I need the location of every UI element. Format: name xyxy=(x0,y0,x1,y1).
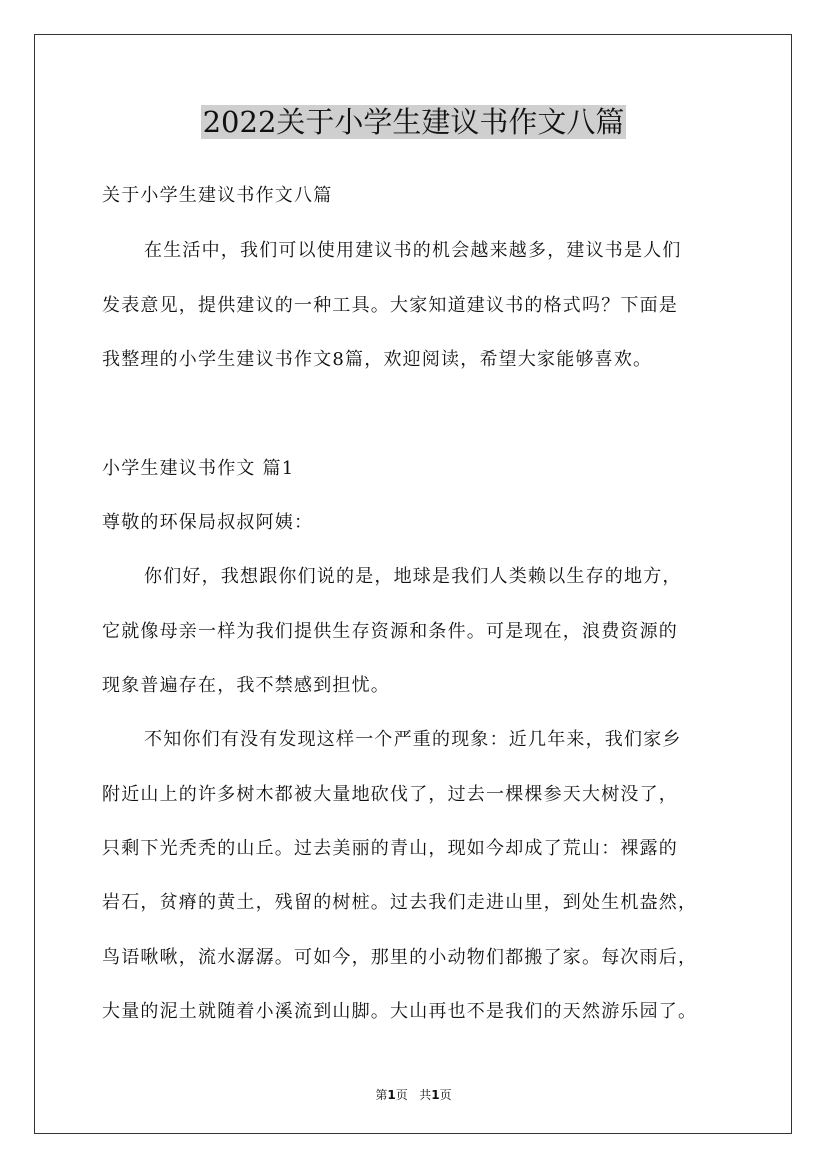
page-prefix: 第 xyxy=(375,1088,388,1102)
paragraph-line: 只剩下光秃秃的山丘。过去美丽的青山，现如今却成了荒山：裸露的 xyxy=(102,838,678,859)
document-title-wrap xyxy=(0,100,827,144)
total-pages: 1 xyxy=(431,1088,440,1102)
paragraph-line: 它就像母亲一样为我们提供生存资源和条件。可是现在，浪费资源的 xyxy=(102,621,678,642)
section-heading: 小学生建议书作文 篇1 xyxy=(102,458,295,479)
intro-line: 发表意见，提供建议的一种工具。大家知道建议书的格式吗？下面是 xyxy=(102,295,678,316)
paragraph-line: 鸟语啾啾，流水潺潺。可如今，那里的小动物们都搬了家。每次雨后， xyxy=(102,947,698,968)
paragraph-line: 大量的泥土就随着小溪流到山脚。大山再也不是我们的天然游乐园了。 xyxy=(102,1001,698,1022)
paragraph-line: 附近山上的许多树木都被大量地砍伐了，过去一棵棵参天大树没了， xyxy=(102,784,678,805)
paragraph-line: 不知你们有没有发现这样一个严重的现象：近几年来，我们家乡 xyxy=(144,729,682,750)
paragraph-line: 你们好，我想跟你们说的是，地球是我们人类赖以生存的地方， xyxy=(144,566,682,587)
intro-line: 在生活中，我们可以使用建议书的机会越来越多，建议书是人们 xyxy=(144,240,682,261)
page-number: 1 xyxy=(387,1088,396,1102)
paragraph-line: 现象普遍存在，我不禁感到担忧。 xyxy=(102,675,390,696)
paragraph-line: 岩石，贫瘠的黄土，残留的树桩。过去我们走进山里，到处生机盎然， xyxy=(102,892,698,913)
total-suffix: 页 xyxy=(439,1088,452,1102)
salutation: 尊敬的环保局叔叔阿姨： xyxy=(102,512,314,533)
document-subtitle: 关于小学生建议书作文八篇 xyxy=(102,185,333,206)
page-suffix: 页 xyxy=(395,1088,408,1102)
total-prefix: 共 xyxy=(419,1088,432,1102)
document-title: 2022关于小学生建议书作文八篇 xyxy=(202,105,625,139)
page-footer xyxy=(0,1086,827,1103)
intro-line: 我整理的小学生建议书作文8篇，欢迎阅读，希望大家能够喜欢。 xyxy=(102,349,653,370)
